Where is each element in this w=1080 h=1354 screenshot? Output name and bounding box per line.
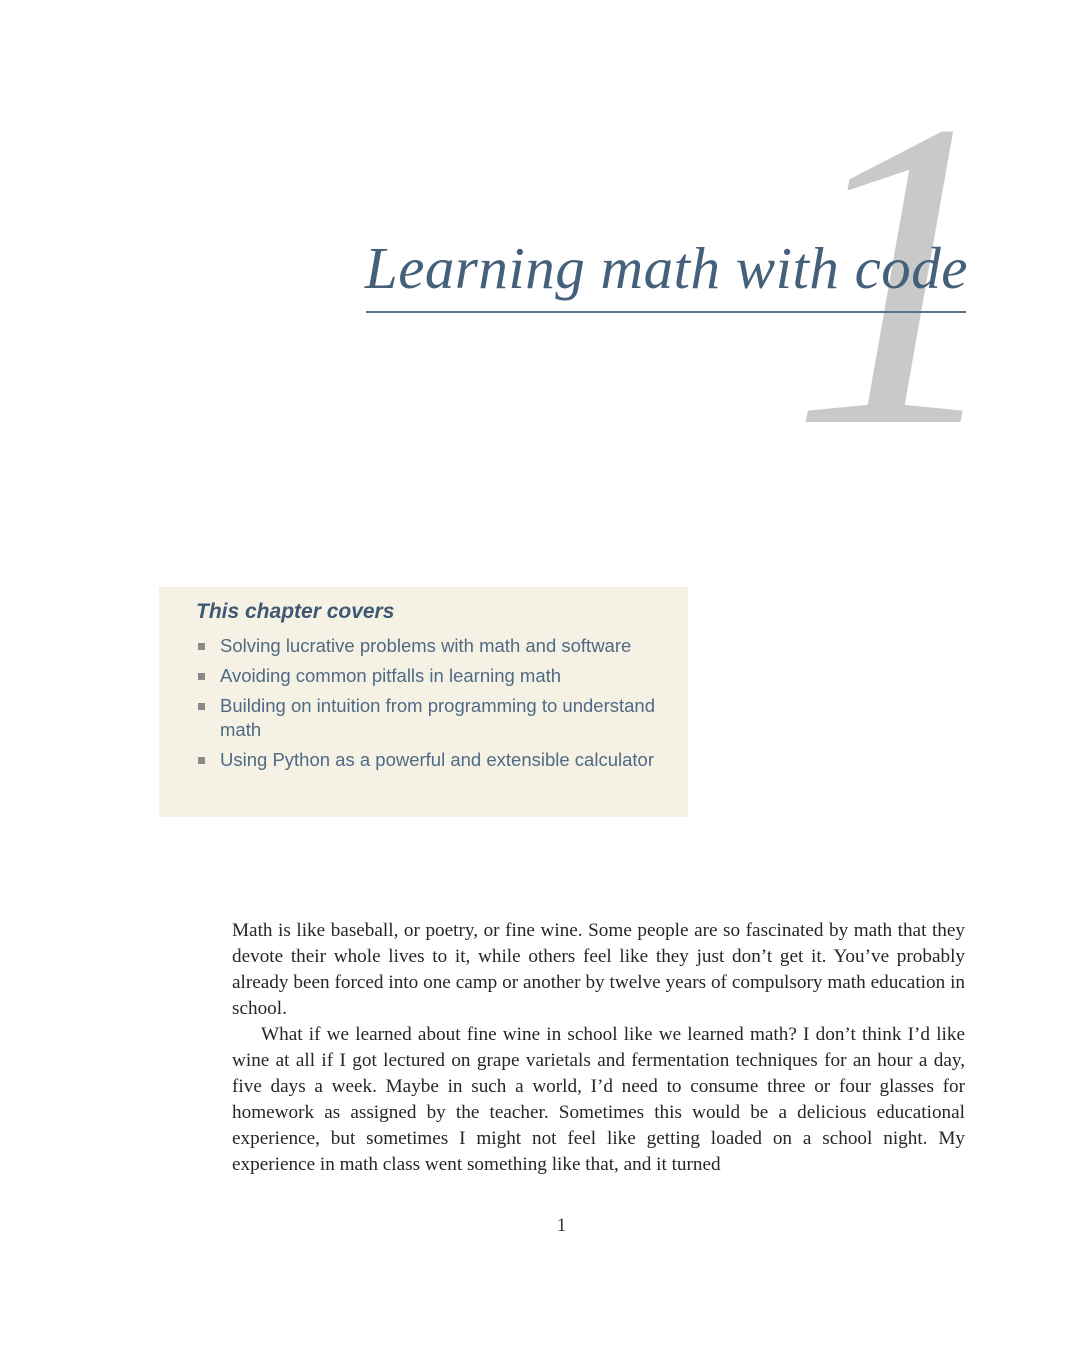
covers-list [196, 634, 668, 772]
square-bullet-icon [198, 643, 205, 650]
body-paragraph: What if we learned about fine wine in school like we learned math? I don’t think I’d like wine at all if I got lectured on grape varietals and fermentation techniques for an hour a day, five days a week. Maybe in such a world, I’d need to consume three or four glasses for homework as assigned by the teacher. Sometimes this would be a delicious educational experience, but sometimes I might not feel like getting loaded on a school night. My experience in math class went something like that, and it turned [232, 1024, 965, 1175]
covers-item-text: Solving lucrative problems with math and software [220, 635, 632, 656]
title-rule [366, 311, 966, 313]
chapter-number: 1 [790, 31, 1010, 518]
square-bullet-icon [198, 757, 205, 764]
covers-heading: This chapter covers [196, 600, 395, 623]
covers-item-text: Building on intuition from programming to understand math [220, 695, 655, 740]
square-bullet-icon [198, 673, 205, 680]
chapter-covers-box [159, 587, 688, 817]
chapter-title: Learning math with code [364, 235, 968, 301]
page-number: 1 [556, 1215, 567, 1236]
square-bullet-icon [198, 703, 205, 710]
body-paragraph: Math is like baseball, or poetry, or fine wine. Some people are so fascinated by math that they devote their whole lives to it, while others feel like they just don’t get it. You’ve probably already been forced into one camp or another by twelve years of compulsory math education in school. [232, 920, 965, 1019]
covers-list-item [196, 664, 668, 688]
covers-item-text: Avoiding common pitfalls in learning math [220, 665, 562, 686]
covers-list-item [196, 694, 668, 742]
covers-list-item [196, 634, 668, 658]
covers-list-item [196, 748, 668, 772]
covers-item-text: Using Python as a powerful and extensible calculator [220, 749, 654, 770]
body-text [232, 918, 965, 1178]
